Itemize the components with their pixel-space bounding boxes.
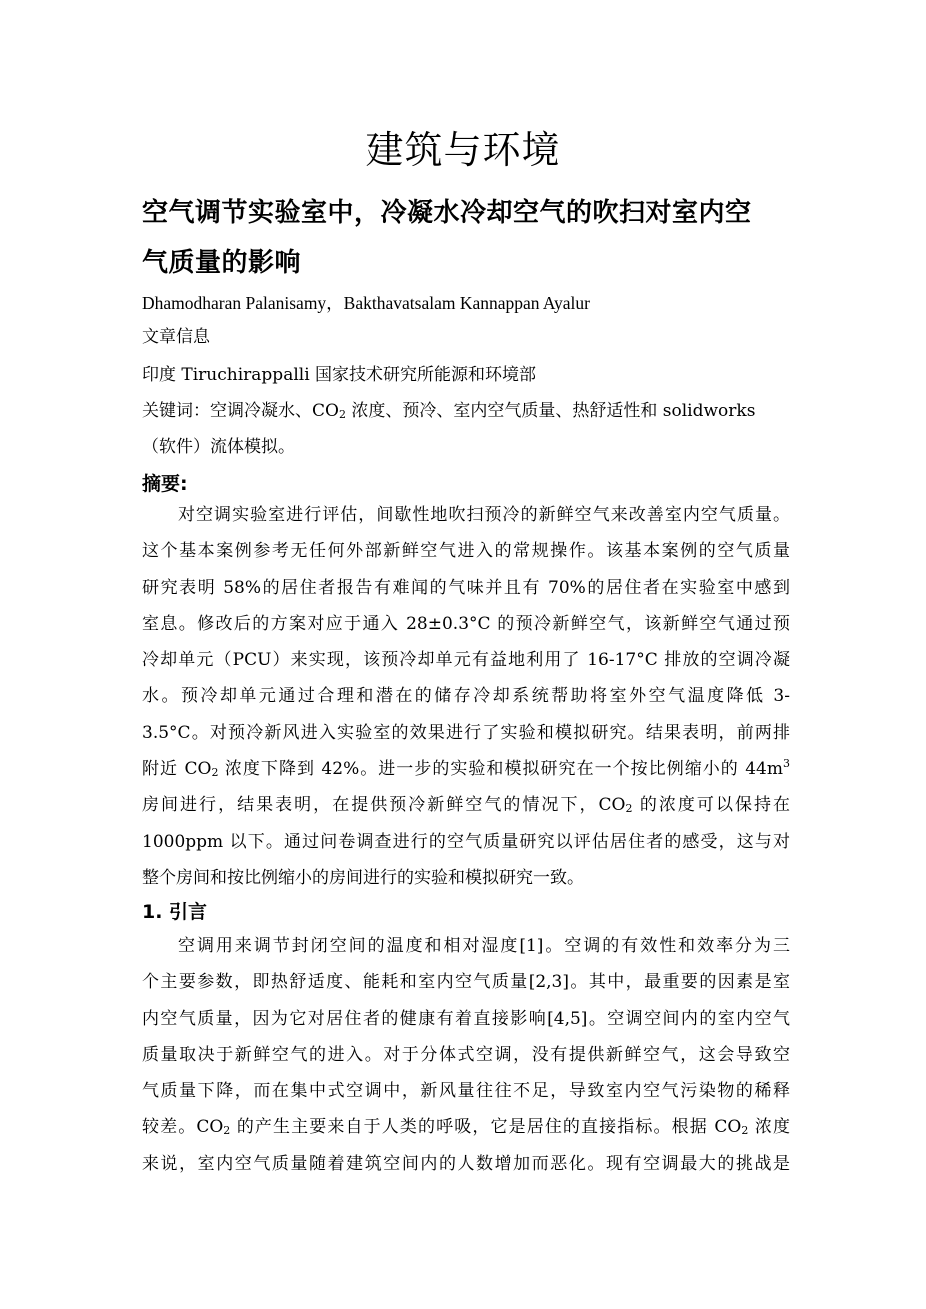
journal-name: 建筑与环境 [365, 128, 561, 172]
authors: Dhamodharan Palanisamy，Bakthavatsalam Kannappan Ayalur [142, 293, 590, 313]
keywords-label: 关键词： [142, 401, 210, 421]
intro-line: 空调用来调节封闭空间的温度和相对湿度[1]。空调的有效性和效率分为三 [178, 936, 790, 956]
intro-line: 来说，室内空气质量随着建筑空间内的人数增加而恶化。现有空调最大的挑战是 [142, 1153, 790, 1174]
keywords-line: 关键词：空调冷凝水、$CO_2$ 浓度、预冷、室内空气质量、热舒适性和 solidworks [142, 401, 756, 421]
keywords-line-2: （软件）流体模拟。 [142, 437, 295, 457]
abstract-line: 研究表明 58%的居住者报告有难闻的气味并且有 70%的居住者在实验室中感到 [142, 577, 790, 598]
intro-line: 气质量下降，而在集中式空调中，新风量往往不足，导致室内空气污染物的稀释 [142, 1081, 790, 1102]
abstract-line: 对空调实验室进行评估，间歇性地吹扫预冷的新鲜空气来改善室内空气质量。 [178, 505, 790, 525]
affiliation: 印度 Tiruchirappalli 国家技术研究所能源和环境部 [142, 365, 537, 385]
abstract-line: 房间进行，结果表明，在提供预冷新鲜空气的情况下，$CO_2$ 的浓度可以保持在 [142, 795, 790, 816]
abstract-line: 水。预冷却单元通过合理和潜在的储存冷却系统帮助将室外空气温度降低 3- [142, 686, 790, 707]
article-title [142, 188, 792, 288]
abstract-line: 这个基本案例参考无任何外部新鲜空气进入的常规操作。该基本案例的空气质量 [142, 541, 790, 562]
abstract-line: 冷却单元（PCU）来实现，该预冷却单元有益地利用了 16-17°C 排放的空调冷凝 [142, 650, 790, 671]
title-line: 气质量的影响 [142, 248, 302, 278]
abstract-body [142, 497, 790, 896]
intro-line: 较差。$CO_2$ 的产生主要来自于人类的呼吸，它是居住的直接指标。根据 $CO_2$ 浓度 [142, 1117, 790, 1138]
abstract-heading: 摘要: [142, 473, 188, 495]
abstract-line: 附近 $CO_2$ 浓度下降到 42%。进一步的实验和模拟研究在一个按比例缩小的 $44m^3$ [142, 757, 790, 780]
article-info-label: 文章信息 [142, 327, 210, 347]
title-line: 空气调节实验室中，冷凝水冷却空气的吹扫对室内空 [142, 198, 752, 228]
abstract-line: 室息。修改后的方案对应于通入 28±0.3°C 的预冷新鲜空气，该新鲜空气通过预 [142, 613, 790, 634]
abstract-line: 整个房间和按比例缩小的房间进行的实验和模拟研究一致。 [142, 867, 584, 888]
section-heading-introduction: 1. 引言 [142, 901, 208, 923]
abstract-line: 3.5°C。对预冷新风进入实验室的效果进行了实验和模拟研究。结果表明，前两排 [142, 722, 790, 743]
intro-line: 个主要参数，即热舒适度、能耗和室内空气质量[2,3]。其中，最重要的因素是室 [142, 972, 790, 993]
intro-line: 质量取决于新鲜空气的进入。对于分体式空调，没有提供新鲜空气，这会导致空 [142, 1044, 790, 1065]
abstract-line: 1000ppm 以下。通过问卷调查进行的空气质量研究以评估居住者的感受，这与对 [142, 831, 790, 852]
intro-line: 内空气质量，因为它对居住者的健康有着直接影响[4,5]。空调空间内的室内空气 [142, 1008, 790, 1029]
introduction-body [142, 928, 790, 1182]
